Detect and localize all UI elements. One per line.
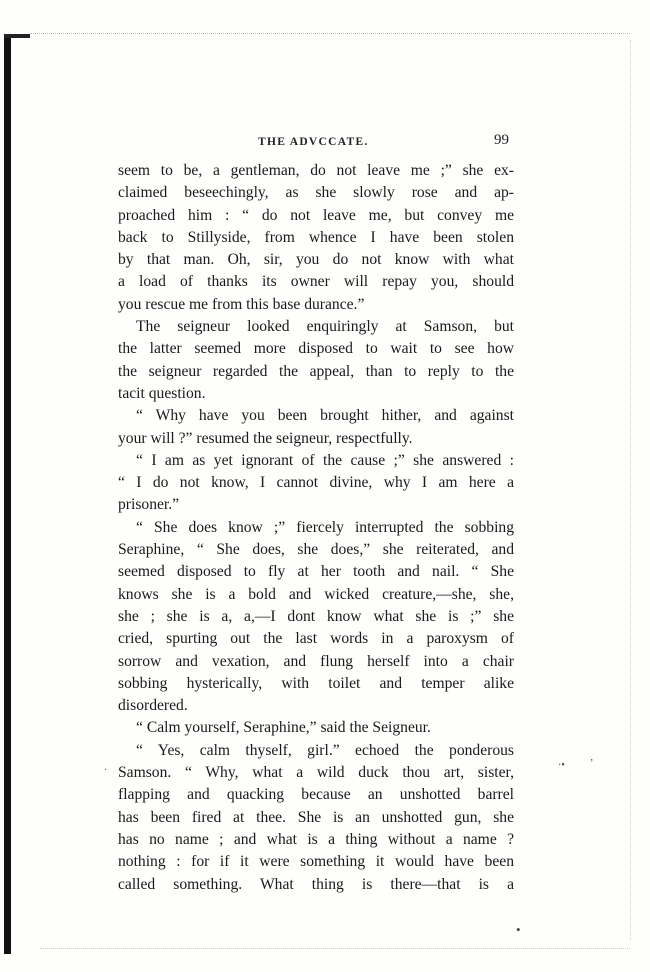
- text-line: nothing : for if it were something it would have been: [118, 853, 514, 871]
- text-line: seemed disposed to fly at her tooth and nail. “ She: [118, 563, 514, 581]
- bottom-page-edge: [40, 948, 630, 950]
- margin-speck: ·•: [558, 760, 565, 771]
- text-line: “ I do not know, I cannot divine, why I am here a: [118, 474, 514, 492]
- text-line: knows she is a bold and wicked creature,—she, she,: [118, 585, 514, 603]
- text-line: your will ?” resumed the seigneur, respectfully.: [118, 429, 413, 447]
- margin-speck: ’: [590, 758, 594, 769]
- text-line: Seraphine, “ She does, she does,” she reiterated, and: [118, 541, 514, 559]
- text-line: by that man. Oh, sir, you do not know with what: [118, 251, 514, 269]
- top-page-edge: [30, 33, 630, 35]
- book-spine-shadow: [4, 34, 11, 954]
- text-line: has no name ; and what is a thing without a name ?: [118, 830, 514, 848]
- text-line: “ She does know ;” fiercely interrupted the sobbing: [136, 518, 514, 536]
- text-line: Samson. “ Why, what a wild duck thou art, sister,: [118, 764, 514, 782]
- text-line: she ; she is a, a,—I dont know what she is ;” she: [118, 607, 514, 625]
- text-line: “ Yes, calm thyself, girl.” echoed the ponderous: [136, 741, 514, 759]
- spine-corner-mark: [4, 34, 30, 38]
- text-line: “ Calm yourself, Seraphine,” said the Seigneur.: [136, 719, 431, 737]
- text-line: prisoner.”: [118, 496, 180, 514]
- text-line: sorrow and vexation, and flung herself into a chair: [118, 652, 514, 670]
- text-line: you rescue me from this base durance.”: [118, 295, 365, 313]
- text-line: the latter seemed more disposed to wait to see how: [118, 340, 514, 358]
- text-line: disordered.: [118, 697, 188, 715]
- right-page-edge: [630, 40, 632, 940]
- text-line: seem to be, a gentleman, do not leave me ;” she ex-: [118, 162, 514, 179]
- text-line: has been fired at thee. She is an unshotted gun, she: [118, 808, 514, 826]
- text-line: flapping and quacking because an unshotted barrel: [118, 786, 514, 804]
- margin-speck: ·: [104, 765, 108, 776]
- body-text: [118, 160, 514, 896]
- text-line: claimed beseechingly, as she slowly rose and ap-: [118, 184, 514, 202]
- text-line: sobbing hysterically, with toilet and temper alike: [118, 674, 514, 692]
- text-line: “ Why have you been brought hither, and against: [136, 407, 514, 425]
- running-title: THE ADVCCATE.: [258, 136, 369, 148]
- margin-speck: •: [516, 922, 521, 937]
- text-line: a load of thanks its owner will repay you, should: [118, 273, 514, 291]
- text-line: cried, spurting out the last words in a paroxysm of: [118, 630, 514, 648]
- page-number: 99: [494, 132, 509, 148]
- text-line: The seigneur looked enquiringly at Samson, but: [136, 318, 514, 336]
- text-line: called something. What thing is there—that is a: [118, 875, 514, 893]
- text-line: the seigneur regarded the appeal, than to reply to the: [118, 362, 514, 380]
- text-line: back to Stillyside, from whence I have been stolen: [118, 228, 514, 246]
- text-line: “ I am as yet ignorant of the cause ;” she answered :: [136, 451, 514, 469]
- text-line: proached him : “ do not leave me, but convey me: [118, 206, 514, 224]
- text-line: tacit question.: [118, 384, 206, 402]
